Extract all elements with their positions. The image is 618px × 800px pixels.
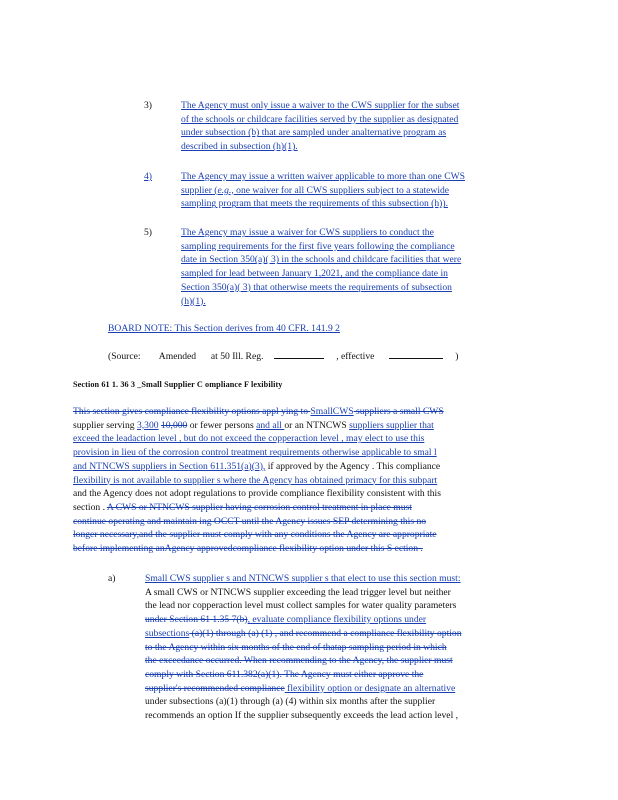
text-line [145, 572, 462, 586]
text-line [181, 240, 461, 254]
inserted-text: sampled for lead between January 1,2021, and the compliance date in [181, 268, 448, 280]
source-close: ) [455, 351, 459, 362]
inserted-text: 3,300 [136, 419, 159, 431]
section-body [73, 405, 444, 556]
text-line [181, 295, 461, 309]
text-line [181, 197, 465, 211]
inserted-text: Small CWS supplier s and NTNCWS supplier s that elect to use this section must: [145, 573, 461, 584]
text-line [73, 432, 444, 446]
text-line [145, 627, 462, 641]
text-line [73, 487, 444, 501]
plain-text: if approved by the Agency . This compliance [265, 460, 441, 472]
text-line [145, 668, 462, 682]
inserted-text: exceed the leadaction level , but do not exceed the copperaction level , may elect to use this [73, 433, 425, 445]
plain-text: or an NTNCWS [284, 419, 350, 431]
plain-text: section . [73, 501, 107, 513]
text-line [73, 405, 444, 419]
text-line [181, 253, 461, 267]
item-3-text [181, 99, 459, 154]
deleted-text: suppliers a small CWS [353, 406, 444, 417]
source-label: (Source: [108, 351, 141, 362]
text-line [73, 419, 444, 433]
text-line [73, 446, 444, 460]
inserted-text: supplier ( [181, 184, 218, 196]
inserted-text: of the schools or childcare facilities served by the supplier as designated [181, 113, 459, 125]
text-line [181, 281, 461, 295]
text-line [145, 682, 462, 696]
inserted-text: The Agency may issue a waiver for CWS suppliers to conduct the [181, 227, 434, 238]
plain-text: recommends an option If the supplier subsequently exceeds the lead action level , [145, 710, 459, 722]
inserted-text: provision in lieu of the corrosion control treatment requirements otherwise applicable to smal l [73, 447, 437, 459]
plain-text: A small CWS or NTNCWS supplier exceeding the lead trigger level but neither [145, 586, 451, 598]
inserted-text: sampling program that meets the requirements of this subsection (h)). [181, 198, 448, 210]
inserted-text: flexibility is not available to supplier s where the Agency has obtained primacy for this subpart [73, 474, 438, 486]
plain-text: or fewer persons [187, 419, 257, 431]
deleted-text: under Section 61 1.35 7(b) [145, 614, 248, 626]
deleted-text: A CWS or NTNCWS supplier having corrosion control treatment in place must [106, 501, 412, 513]
text-line [181, 99, 459, 113]
text-line [73, 528, 444, 542]
source-line [108, 350, 528, 364]
deleted-text: 10,000 [160, 419, 188, 431]
text-line [181, 184, 465, 198]
text-line [181, 267, 461, 281]
text-line [73, 474, 444, 488]
deleted-text: the exceedance occurred. When recommending to the Agency, the supplier must [145, 655, 453, 667]
text-line [145, 709, 462, 723]
text-line [145, 695, 462, 709]
inserted-text: Section 350(a)( 3) that otherwise meets the requirements of subsection [181, 281, 452, 293]
deleted-text: to the Agency within six months of the end of thatap sampling period in which [145, 641, 447, 653]
plain-text: and the Agency does not adopt regulations to provide compliance flexibility consistent with this [73, 488, 441, 500]
source-effective: , effective [336, 351, 375, 362]
text-line [73, 542, 444, 556]
inserted-text: , evaluate compliance flexibility options under [247, 614, 427, 626]
inserted-text: e.g., [217, 184, 234, 196]
text-line [181, 140, 459, 154]
deleted-text: comply with Section 611.382(a)(1). [145, 668, 282, 680]
text-line [181, 126, 459, 140]
item-marker-3: 3) [144, 100, 152, 111]
text-line [181, 226, 461, 240]
inserted-text: SmallCWS [310, 406, 354, 417]
text-line [181, 113, 459, 127]
text-line [145, 599, 462, 613]
source-blank-1 [274, 358, 324, 359]
text-line [145, 586, 462, 600]
item-marker-4: 4) [144, 171, 152, 182]
deleted-text: longer necessary,and the supplier must comply with any conditions the Agency are appropriate [73, 529, 437, 541]
item-marker-5: 5) [144, 227, 152, 238]
inserted-text: flexibility option or designate an alternative [284, 682, 456, 694]
inserted-text: The Agency may issue a written waiver applicable to more than one CWS [181, 171, 465, 182]
inserted-text: described in subsection (h)(1). [181, 141, 298, 153]
inserted-text: subsections [145, 627, 190, 639]
section-heading: Section 61 1. 36 3 _Small Supplier C ompliance F lexibility [73, 380, 283, 389]
text-line [181, 170, 465, 184]
item-a-text [145, 572, 462, 723]
item-4-text [181, 170, 465, 211]
text-line [73, 501, 444, 515]
deleted-text: supplier's recommended compliance [145, 682, 285, 694]
source-blank-2 [389, 358, 443, 359]
inserted-text: under subsection (b) that are sampled under analternative program as [181, 127, 447, 139]
inserted-text: sampling requirements for the first five years following the compliance [181, 240, 455, 252]
source-amended: Amended [158, 351, 197, 362]
text-line [145, 641, 462, 655]
text-line [145, 613, 462, 627]
deleted-text: (a)(1) through (a) (1) , and recommend a compliance flexibility option [189, 627, 462, 639]
source-register: at 50 Ill. Reg. [210, 351, 264, 362]
deleted-text: before implementing anAgency approvedcompliance flexibility option under this S ection . [73, 543, 423, 555]
plain-text: under subsections (a)(1) through (a) (4) within six months after the supplier [145, 696, 436, 708]
board-note: BOARD NOTE: This Section derives from 40 CFR. 141.9 2 [108, 323, 340, 334]
deleted-text: continue operating and maintain ing OCCT until the Agency issues SEP determining this no [73, 515, 427, 527]
plain-text: the lead nor copperaction level must collect samples for water quality parameters [145, 600, 457, 612]
plain-text: supplier serving [73, 419, 137, 431]
item-marker-a: a) [108, 573, 116, 584]
inserted-text: (h)(1). [181, 295, 206, 307]
text-line [73, 460, 444, 474]
deleted-text: The Agency must either approve the [281, 668, 424, 680]
inserted-text: one waiver for all CWS suppliers subject to a statewide [233, 184, 450, 196]
inserted-text: suppliers supplier that [349, 419, 434, 431]
text-line [145, 654, 462, 668]
text-line [73, 515, 444, 529]
item-5-text [181, 226, 461, 308]
deleted-text: This section gives compliance flexibility options appl ying to [73, 406, 311, 417]
inserted-text: and NTNCWS suppliers in Section 611.351(a)(3), [73, 460, 266, 472]
inserted-text: date in Section 350(a)( 3) in the schools and childcare facilities that were [181, 254, 462, 266]
inserted-text: The Agency must only issue a waiver to the CWS supplier for the subset [181, 100, 460, 111]
inserted-text: and all [256, 419, 285, 431]
